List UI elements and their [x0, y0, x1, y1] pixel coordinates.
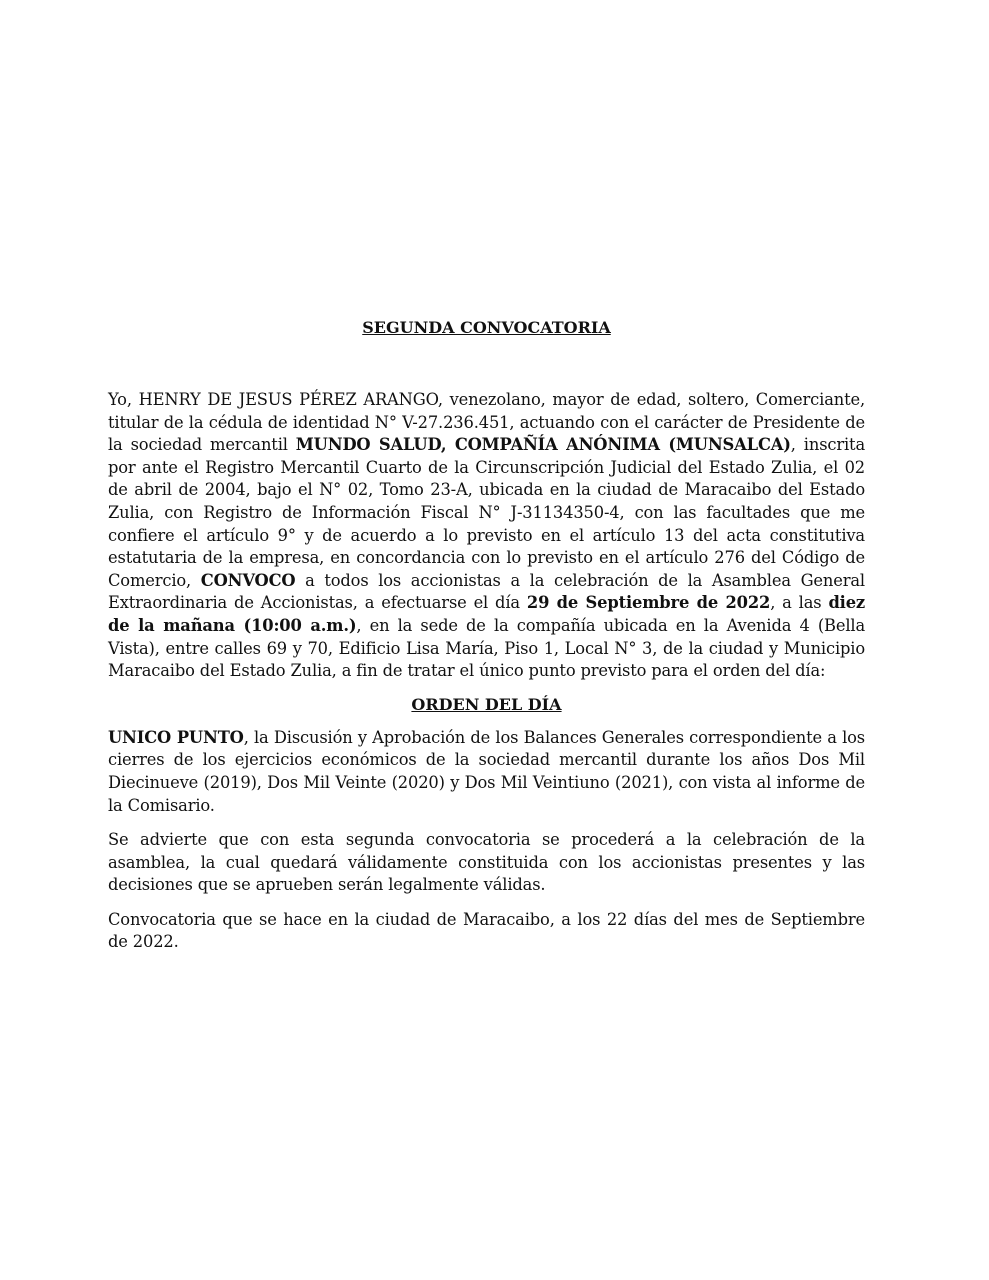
intro-text-1: Yo, HENRY DE JESUS PÉREZ ARANGO, venezolano, mayor de edad, soltero, Comerciante, titular de la cédula de identidad N° V-27.236.451, actuando con el carácter de Presidente de la sociedad mercantil	[108, 390, 865, 455]
document-page	[108, 318, 865, 954]
agenda-text: , la Discusión y Aprobación de los Balances Generales correspondiente a los cierres de los ejercicios económicos de la sociedad mercantil durante los años Dos Mil Diecinueve (2019), Dos Mil Veinte (2020) y Dos Mil Veintiuno (2021), con vista al informe de la Comisario.	[108, 727, 865, 815]
agenda-point-label: UNICO PUNTO	[108, 727, 244, 747]
company-name: MUNDO SALUD, COMPAÑÍA ANÓNIMA (MUNSALCA)	[295, 435, 791, 455]
intro-text-4: , a las	[770, 593, 829, 613]
closing-paragraph: Convocatoria que se hace en la ciudad de Maracaibo, a los 22 días del mes de Septiembre de 2022.	[108, 909, 865, 952]
agenda-heading: ORDEN DEL DÍA	[411, 694, 562, 714]
meeting-date: 29 de Septiembre de 2022	[526, 593, 771, 613]
convoco-word: CONVOCO	[200, 570, 296, 590]
agenda-paragraph	[108, 727, 865, 817]
intro-text-2: , inscrita por ante el Registro Mercantil Cuarto de la Circunscripción Judicial del Estado Zulia, el 02 de abril de 2004, bajo el N° 02, Tomo 23-A, ubicada en la ciudad de Maracaibo del Estado Zulia, con Registro de Información Fiscal N° J-31134350-4, con las facultades que me confiere el artículo 9° y de acuerdo a lo previsto en el artículo 13 del acta constitutiva estatutaria de la empresa, en concordancia con lo previsto en el artículo 276 del Código de Comercio,	[108, 435, 866, 590]
document-title: SEGUNDA CONVOCATORIA	[362, 318, 611, 337]
intro-text-3: a todos los accionistas a la celebración de la Asamblea General Extraordinaria de Accionistas, a efectuarse el día	[108, 570, 865, 613]
intro-text-5: , en la sede de la compañía ubicada en la Avenida 4 (Bella Vista), entre calles 69 y 70, Edificio Lisa María, Piso 1, Local N° 3, de la ciudad y Municipio Maracaibo del Estado Zulia, a fin de tratar el único punto previsto para el orden del día:	[108, 615, 866, 681]
intro-paragraph	[108, 389, 865, 683]
notice-paragraph: Se advierte que con esta segunda convocatoria se procederá a la celebración de la asamblea, la cual quedará válidamente constituida con los accionistas presentes y las decisiones que se aprueben serán legalmente válidas.	[108, 830, 865, 895]
meeting-time: diez de la mañana (10:00 a.m.)	[108, 593, 866, 635]
